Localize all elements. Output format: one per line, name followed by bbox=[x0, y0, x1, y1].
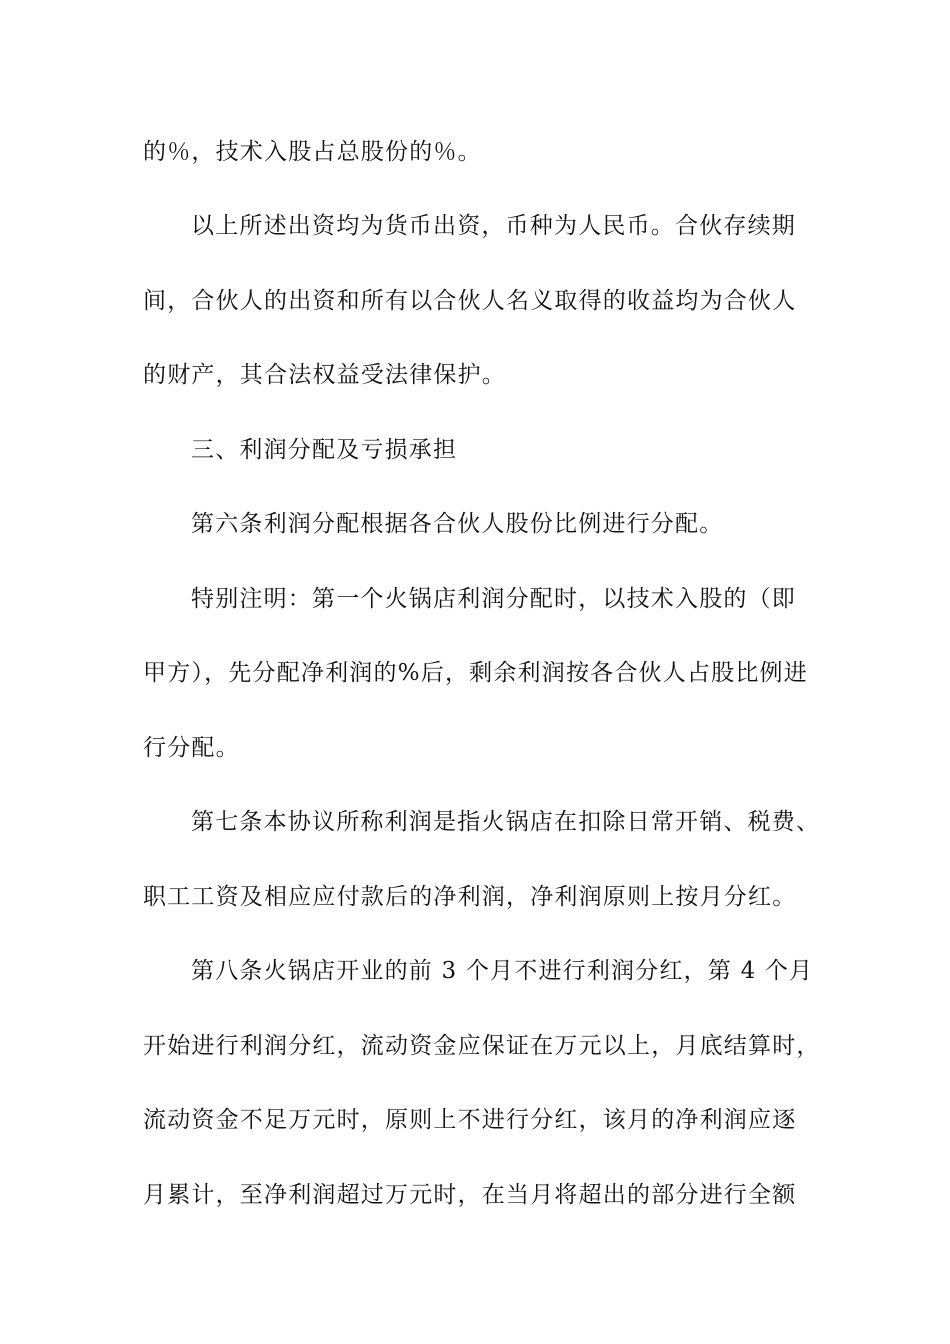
text-line: 的财产，其合法权益受法律保护。 bbox=[143, 362, 506, 388]
text-line: 职工工资及相应应付款后的净利润，净利润原则上按月分红。 bbox=[143, 884, 797, 910]
text-line: 第八条火锅店开业的前 3 个月不进行利润分红，第 4 个月 bbox=[191, 958, 814, 984]
text-line: 第六条利润分配根据各合伙人股份比例进行分配。 bbox=[191, 511, 724, 537]
text-line: 行分配。 bbox=[143, 735, 240, 761]
text-line: 甲方），先分配净利润的%后，剩余利润按各合伙人占股比例进 bbox=[143, 660, 808, 686]
text-line: 开始进行利润分红，流动资金应保证在万元以上，月底结算时， bbox=[143, 1033, 821, 1059]
section-heading: 三、利润分配及亏损承担 bbox=[191, 437, 458, 463]
text-line: 的％，技术入股占总股份的％。 bbox=[143, 139, 482, 165]
text-line: 特别注明：第一个火锅店利润分配时，以技术入股的（即 bbox=[191, 586, 796, 612]
text-line: 月累计，至净利润超过万元时，在当月将超出的部分进行全额 bbox=[143, 1182, 797, 1208]
text-line: 流动资金不足万元时，原则上不进行分红，该月的净利润应逐 bbox=[143, 1107, 797, 1133]
text-line: 以上所述出资均为货币出资，币种为人民币。合伙存续期 bbox=[191, 213, 796, 239]
text-line: 间，合伙人的出资和所有以合伙人名义取得的收益均为合伙人 bbox=[143, 288, 797, 314]
text-line: 第七条本协议所称利润是指火锅店在扣除日常开销、税费、 bbox=[191, 809, 821, 835]
